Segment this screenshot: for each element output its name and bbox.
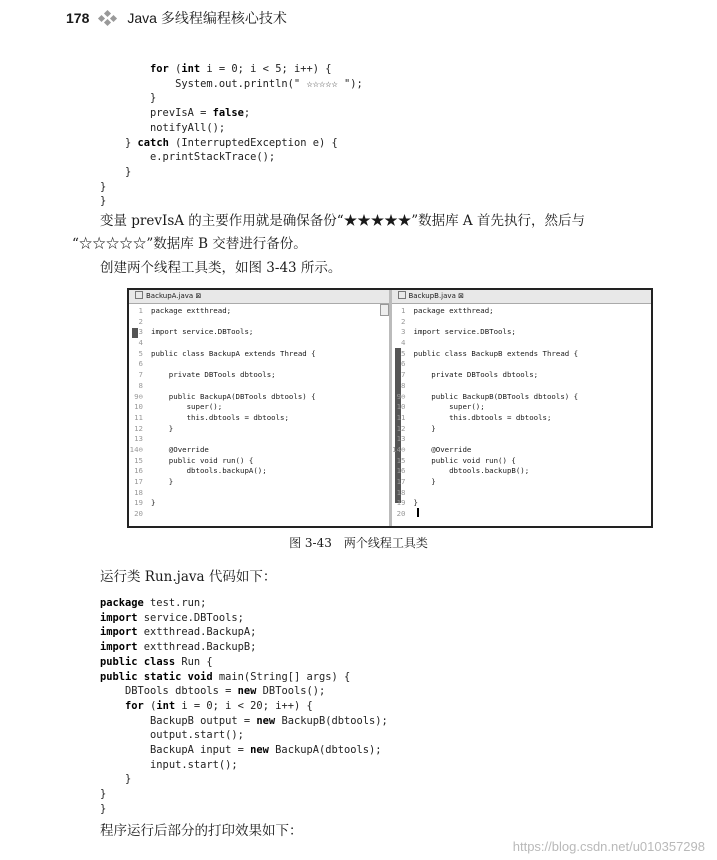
editor-line (129, 327, 389, 338)
text-caret (417, 508, 419, 517)
editor-line (129, 381, 389, 392)
line-number: 10 (396, 402, 406, 412)
line-text: import service.DBTools; (413, 327, 516, 337)
editor-line (129, 349, 389, 360)
page-header (66, 8, 287, 28)
code-line: BackupB output = new BackupB(dbtools); (100, 714, 388, 727)
line-text: @Override (413, 444, 472, 454)
editor-tab-backupb[interactable]: BackupB.java ⊠ (392, 290, 652, 304)
line-text: @Override (151, 444, 209, 454)
line-text: public void run() { (151, 455, 254, 465)
editor-line (392, 359, 652, 370)
line-number: 1 (401, 306, 406, 315)
figure-ide-screenshot (127, 288, 653, 528)
line-number: 19 (396, 498, 406, 508)
editor-line (129, 359, 389, 370)
editor-line (392, 317, 652, 328)
editor-line (129, 488, 389, 499)
line-number: 7 (401, 370, 406, 380)
line-number: 15 (134, 455, 143, 465)
code-line: } (100, 773, 132, 786)
code-line: import service.DBTools; (100, 611, 244, 624)
code-listing-run (100, 596, 388, 817)
line-number: 4 (401, 338, 406, 348)
line-number: 18 (396, 487, 406, 497)
line-text: dbtools.backupB(); (413, 466, 530, 476)
line-text: this.dbtools = dbtools; (413, 412, 552, 422)
line-text: public class BackupA extends Thread { (151, 348, 316, 358)
line-number: 10 (134, 402, 143, 412)
code-line: System.out.println(" ☆☆☆☆☆ "); (100, 77, 363, 90)
java-file-icon (135, 291, 143, 299)
line-number: 16 (396, 466, 406, 476)
editor-line (129, 317, 389, 328)
line-number: 9⊖ (396, 391, 406, 401)
code-line: public class Run { (100, 655, 213, 668)
line-number: 17 (134, 477, 143, 486)
line-number: 5 (138, 348, 143, 358)
editor-line (392, 402, 652, 413)
line-number: 3 (138, 327, 143, 337)
editor-line (392, 466, 652, 477)
line-number: 14⊖ (392, 444, 406, 454)
code-line: notifyAll(); (100, 121, 226, 134)
editor-line (392, 445, 652, 456)
editor-line (392, 477, 652, 488)
editor-pane-backupb (389, 290, 652, 526)
line-number: 20 (396, 509, 406, 519)
line-text: } (151, 477, 174, 486)
code-line: } (100, 802, 107, 815)
code-line: DBTools dbtools = new DBTools(); (100, 685, 326, 698)
editor-line (129, 466, 389, 477)
line-text: dbtools.backupA(); (151, 466, 267, 476)
line-number: 13 (396, 434, 406, 444)
code-line: } (100, 195, 107, 208)
line-text: } (413, 477, 436, 486)
line-number: 14⊖ (129, 444, 143, 454)
java-file-icon (398, 291, 406, 299)
editor-line (129, 498, 389, 509)
line-number: 13 (134, 434, 143, 444)
code-line: input.start(); (100, 758, 238, 771)
code-lines-backupa (129, 306, 389, 520)
editor-line (392, 370, 652, 381)
editor-line (392, 392, 652, 403)
editor-line (129, 434, 389, 445)
editor-line (392, 413, 652, 424)
editor-line (129, 445, 389, 456)
paragraph-previsa-line2: “☆☆☆☆☆”数据库 B 交替进行备份。 (72, 236, 307, 252)
line-text: private DBTools dbtools; (413, 370, 539, 380)
editor-line (129, 509, 389, 520)
editor-line (392, 424, 652, 435)
line-number: 19 (134, 498, 143, 508)
code-line: } (100, 165, 132, 178)
line-number: 11 (134, 412, 143, 422)
code-line: package test.run; (100, 597, 207, 609)
line-number: 18 (134, 487, 143, 497)
line-number: 15 (396, 455, 406, 465)
editor-line (392, 498, 652, 509)
code-line: } (100, 180, 107, 193)
line-text: public BackupA(DBTools dbtools) { (151, 391, 316, 401)
editor-line (129, 402, 389, 413)
figure-caption: 图 3-43 两个线程工具类 (289, 536, 428, 550)
line-text: } (151, 498, 156, 508)
editor-line (129, 306, 389, 317)
editor-line (392, 381, 652, 392)
line-number: 4 (138, 338, 143, 348)
editor-line (129, 413, 389, 424)
diamond-ornament-icon (99, 11, 117, 25)
book-title: Java 多线程编程核心技术 (127, 10, 287, 26)
code-line: BackupA input = new BackupA(dbtools); (100, 744, 382, 757)
line-text: } (151, 423, 174, 433)
line-number: 12 (134, 423, 143, 433)
editor-line (129, 392, 389, 403)
editor-line (392, 349, 652, 360)
editor-line (129, 424, 389, 435)
code-line: } catch (InterruptedException e) { (100, 136, 338, 149)
editor-line (392, 509, 652, 520)
line-number: 6 (138, 359, 143, 369)
line-text: public class BackupB extends Thread { (413, 348, 579, 358)
editor-line (392, 306, 652, 317)
line-text: private DBTools dbtools; (151, 370, 276, 380)
editor-line (129, 338, 389, 349)
editor-line (392, 434, 652, 445)
editor-pane-backupa (129, 290, 389, 526)
paragraph-output: 程序运行后部分的打印效果如下： (100, 823, 303, 839)
paragraph-run-class: 运行类 Run.java 代码如下： (100, 569, 277, 585)
line-text: super(); (151, 402, 223, 412)
editor-line (129, 370, 389, 381)
line-number: 3 (401, 327, 406, 337)
code-line: import extthread.BackupA; (100, 626, 257, 639)
line-number: 8 (401, 380, 406, 390)
code-line: prevIsA = false; (100, 107, 251, 120)
code-lines-backupb (392, 306, 652, 520)
editor-line (392, 456, 652, 467)
code-line: for (int i = 0; i < 20; i++) { (125, 699, 313, 712)
editor-line (392, 327, 652, 338)
line-number: 17 (396, 477, 406, 486)
line-number: 5 (401, 348, 406, 358)
line-number: 2 (138, 316, 143, 326)
editor-tab-backupa[interactable]: BackupA.java ⊠ (129, 290, 389, 304)
line-number: 2 (401, 316, 406, 326)
code-line: } (100, 92, 157, 105)
code-listing-top (100, 62, 363, 209)
code-line: e.printStackTrace(); (100, 151, 276, 164)
line-number: 7 (138, 370, 143, 380)
line-number: 8 (138, 380, 143, 390)
editor-line (392, 338, 652, 349)
paragraph-previsa-line1: 变量 prevIsA 的主要作用就是确保备份“★★★★★”数据库 A 首先执行，然后与 (100, 213, 585, 229)
page-number: 178 (66, 10, 90, 26)
line-number: 12 (396, 423, 406, 433)
line-number: 6 (401, 359, 406, 369)
line-text: public BackupB(DBTools dbtools) { (413, 391, 579, 401)
watermark: https://blog.csdn.net/u010357298 (512, 839, 705, 854)
line-text: import service.DBTools; (151, 327, 254, 337)
code-line: output.start(); (100, 729, 244, 742)
line-text: } (413, 498, 418, 508)
editor-line (129, 477, 389, 488)
line-number: 20 (134, 509, 143, 519)
editor-line (392, 488, 652, 499)
line-text: this.dbtools = dbtools; (151, 412, 289, 422)
editor-line (129, 456, 389, 467)
line-text: package extthread; (413, 306, 494, 315)
line-number: 9⊖ (134, 391, 143, 401)
code-line: } (100, 788, 107, 801)
code-line: import extthread.BackupB; (100, 641, 257, 654)
line-number: 16 (134, 466, 143, 476)
line-number: 1 (138, 306, 143, 315)
line-text: package extthread; (151, 306, 232, 315)
line-text: } (413, 423, 436, 433)
code-line: public static void main(String[] args) { (100, 670, 351, 683)
paragraph-create-threads: 创建两个线程工具类，如图 3-43 所示。 (100, 260, 342, 276)
line-number: 11 (396, 412, 406, 422)
code-line: for (int i = 0; i < 5; i++) { (150, 63, 332, 75)
line-text: public void run() { (413, 455, 516, 465)
line-text: super(); (413, 402, 485, 412)
